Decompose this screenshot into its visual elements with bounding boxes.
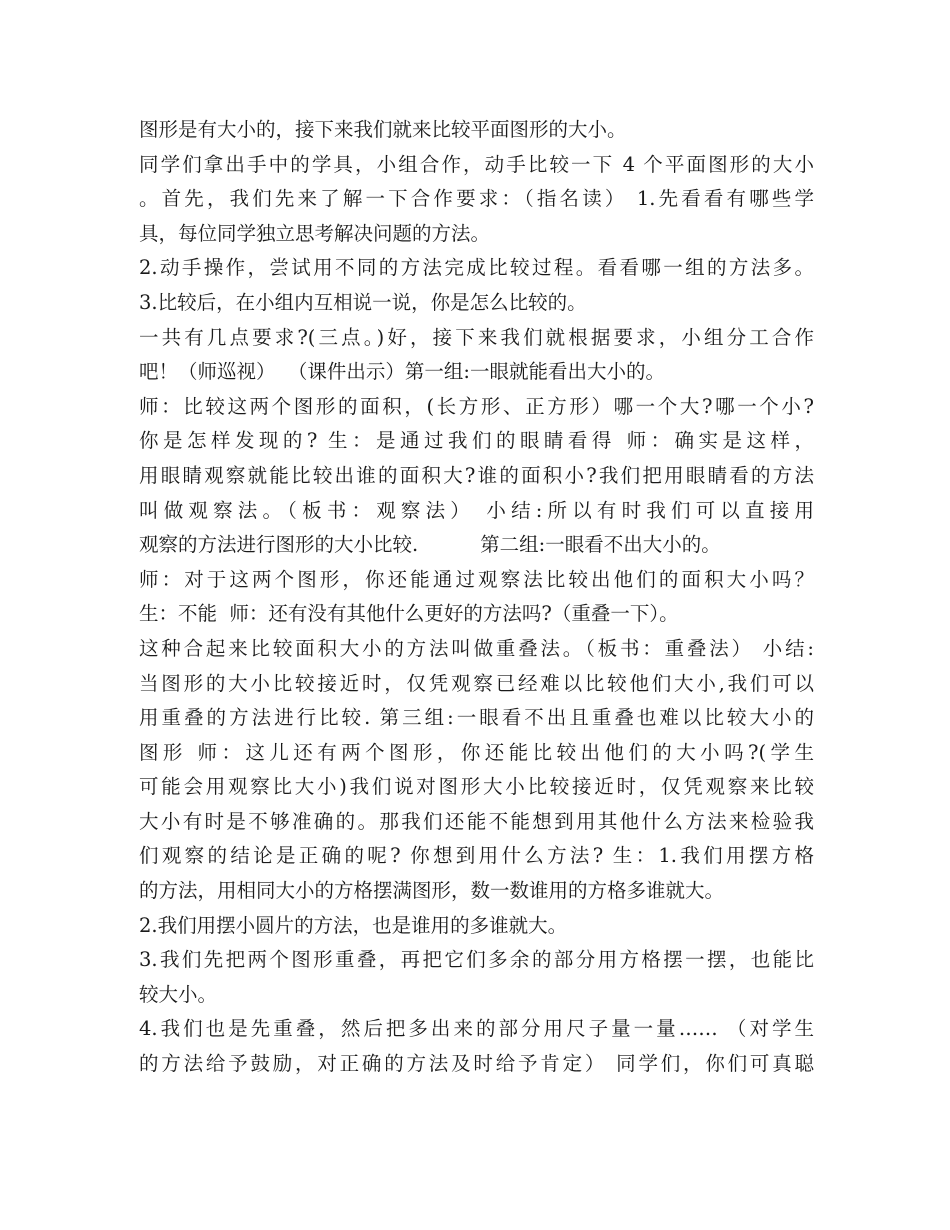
text-line: 用眼睛观察就能比较出谁的面积大?谁的面积小?我们把用眼睛看的方法 [139, 463, 814, 487]
text-line: 的方法，用相同大小的方格摆满图形，数一数谁用的方格多谁就大。 [139, 879, 725, 903]
text-line: 师：对于这两个图形，你还能通过观察法比较出他们的面积大小吗？ [139, 567, 814, 591]
document-body [139, 113, 814, 1082]
text-line: 3.比较后，在小组内互相说一说，你是怎么比较的。 [139, 290, 587, 314]
text-line: 同学们拿出手中的学具，小组合作，动手比较一下 4 个平面图形的大小 [139, 152, 814, 176]
text-line: 较大小。 [139, 982, 218, 1006]
text-line: 图形是有大小的，接下来我们就来比较平面图形的大小。 [139, 118, 627, 141]
text-line: 图形 师：这儿还有两个图形，你还能比较出他们的大小吗?(学生 [139, 740, 814, 764]
text-line: 具，每位同学独立思考解决问题的方法。 [139, 221, 491, 245]
text-line: 2.动手操作，尝试用不同的方法完成比较过程。看看哪一组的方法多。 [139, 256, 814, 280]
text-line: 们观察的结论是正确的呢? 你想到用什么方法? 生：1.我们用摆方格 [139, 844, 814, 868]
text-line: 观察的方法进行图形的大小比较. 第二组:一眼看不出大小的。 [139, 533, 721, 557]
text-line: 吧！（师巡视） （课件出示）第一组:一眼就能看出大小的。 [139, 360, 665, 384]
text-line: 2.我们用摆小圆片的方法，也是谁用的多谁就大。 [139, 913, 568, 937]
text-line: 可能会用观察比大小)我们说对图形大小比较接近时，仅凭观察来比较 [139, 775, 814, 799]
text-line: 3.我们先把两个图形重叠，再把它们多余的部分用方格摆一摆，也能比 [139, 948, 814, 972]
text-line: 当图形的大小比较接近时，仅凭观察已经难以比较他们大小,我们可以 [139, 671, 814, 695]
text-line: 大小有时是不够准确的。那我们还能不能想到用其他什么方法来检验我 [139, 809, 814, 833]
text-line: 师：比较这两个图形的面积，(长方形、正方形）哪一个大?哪一个小? [139, 394, 814, 418]
text-line: 一共有几点要求?(三点。)好，接下来我们就根据要求，小组分工合作 [139, 325, 814, 349]
text-line: 。首先，我们先来了解一下合作要求：（指名读） 1.先看看有哪些学 [139, 187, 814, 211]
text-line: 用重叠的方法进行比较. 第三组:一眼看不出且重叠也难以比较大小的 [139, 706, 814, 730]
text-line: 这种合起来比较面积大小的方法叫做重叠法。（板书：重叠法） 小结: [139, 636, 814, 660]
text-line: 你是怎样发现的? 生：是通过我们的眼睛看得 师：确实是这样， [139, 429, 814, 453]
text-line: 的方法给予鼓励，对正确的方法及时给予肯定） 同学们，你们可真聪 [139, 1052, 814, 1076]
text-line: 生：不能 师：还有没有其他什么更好的方法吗?（重叠一下）。 [139, 602, 679, 626]
text-line: 叫做观察法。（板书：观察法） 小结:所以有时我们可以直接用 [139, 498, 814, 522]
text-line: 4.我们也是先重叠，然后把多出来的部分用尺子量一量…… （对学生 [139, 1017, 814, 1041]
